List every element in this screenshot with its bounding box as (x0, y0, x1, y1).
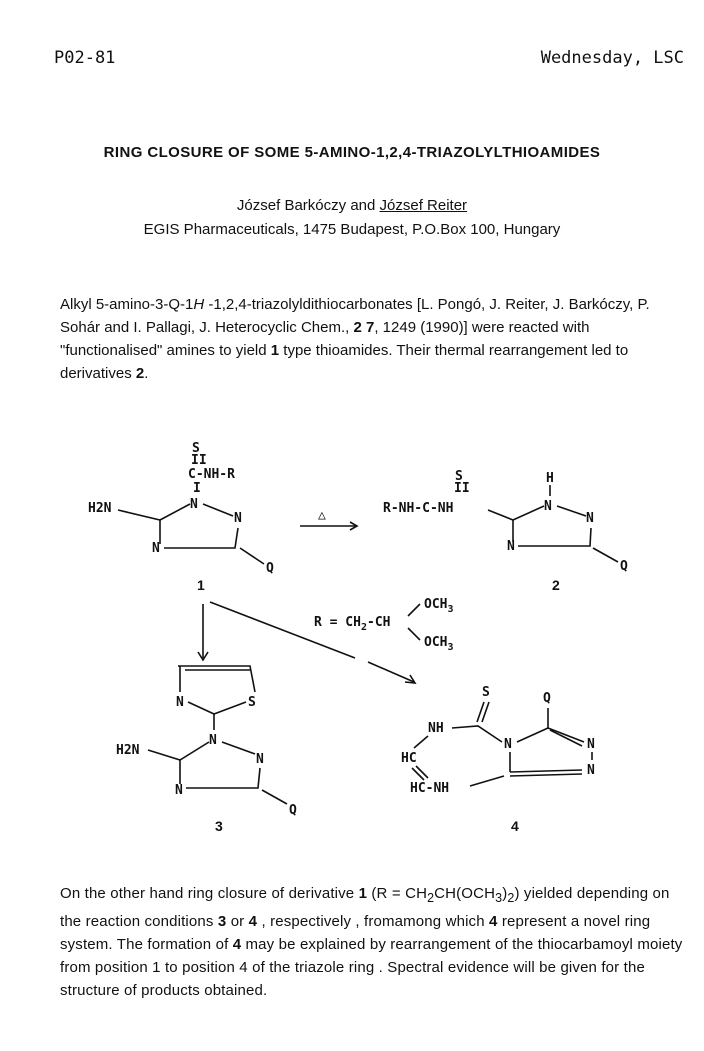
svg-text:S: S (455, 469, 463, 484)
svg-text:N: N (234, 511, 242, 526)
svg-text:N: N (587, 737, 595, 752)
svg-text:N: N (190, 497, 198, 512)
intro-paragraph: Alkyl 5-amino-3-Q-1H -1,2,4-triazolyldithiocarbonates [L. Pongó, J. Reiter, J. Barkóczy, P. Sohár and I. Pallagi, J. Heterocyclic Chem., 2 7, 1249 (1990)] were reacted with "functionalised" amines to yield 1 type thioamides. Their thermal rearrangement led to derivatives 2. (60, 296, 650, 382)
svg-text:N: N (586, 511, 594, 526)
svg-text:I: I (193, 481, 201, 496)
compound-label-3: 3 (215, 818, 223, 834)
svg-text:N: N (504, 737, 512, 752)
svg-text:Q: Q (289, 803, 297, 818)
compound-1-structure (88, 441, 274, 576)
svg-text:NH: NH (428, 721, 444, 736)
authors (0, 197, 704, 214)
svg-text:H2N: H2N (88, 501, 112, 516)
author-2-presenting: József Reiter (379, 197, 468, 214)
abstract-code: P02-81 (54, 48, 116, 68)
svg-text:Q: Q (543, 691, 551, 706)
r-definition (314, 597, 454, 653)
svg-text:II: II (454, 481, 470, 496)
svg-text:N: N (587, 763, 595, 778)
compound-label-4: 4 (511, 818, 519, 834)
svg-text:OCH3: $OCH_3$ (424, 597, 454, 615)
compound-3-structure (116, 666, 297, 818)
svg-text:R = CH2-CH: $R = CH_2-CH$ (314, 615, 391, 633)
outro-paragraph: On the other hand ring closure of derivative 1 $(R = CH_2CH(OCH_3)_2)$ yielded depending on the reaction conditions 3 or 4 , respectively , fromamong which 4 represent a novel ring system. The formation of 4 may be explained by rearrangement of the thiocarbamoyl moiety from position 1 to position 4 of the triazole ring . Spectral evidence will be given for the structure of products obtained. (60, 885, 683, 999)
svg-text:N: N (175, 783, 183, 798)
compound-label-1: 1 (197, 577, 205, 593)
svg-text:II: II (191, 453, 207, 468)
svg-text:HC-NH: HC-NH (410, 781, 450, 796)
compound-2-structure (383, 469, 628, 574)
heat-arrow (300, 508, 357, 530)
svg-text:H2N: H2N (116, 743, 140, 758)
svg-text:S: S (192, 441, 200, 456)
svg-text:Q: Q (620, 559, 628, 574)
svg-text:Q: Q (266, 561, 274, 576)
svg-text:N: N (544, 499, 552, 514)
authors-and: and (350, 197, 376, 214)
svg-text:OCH3: $OCH_3$ (424, 635, 454, 653)
compound-label-2: 2 (552, 577, 560, 593)
svg-text:S: S (482, 685, 490, 700)
svg-text:N: N (209, 733, 217, 748)
svg-text:H: H (546, 471, 554, 486)
svg-text:N: N (176, 695, 184, 710)
compound-4-structure (401, 685, 595, 796)
svg-text:HC: HC (401, 751, 417, 766)
paper-title: RING CLOSURE OF SOME 5-AMINO-1,2,4-TRIAZOLYLTHIOAMIDES (103, 144, 601, 161)
svg-text:R-NH-C-NH: R-NH-C-NH (383, 501, 454, 516)
svg-text:N: N (152, 541, 160, 556)
svg-text:S: S (248, 695, 256, 710)
svg-text:N: N (256, 752, 264, 767)
svg-text:△: △ (318, 508, 326, 523)
session-day: Wednesday, LSC (540, 48, 684, 68)
svg-text:C-NH-R: C-NH-R (188, 467, 235, 482)
affiliation: EGIS Pharmaceuticals, 1475 Budapest, P.O.Box 100, Hungary (143, 221, 561, 238)
svg-text:N: N (507, 539, 515, 554)
author-1: József Barkóczy (236, 197, 347, 214)
reaction-scheme (0, 430, 704, 850)
